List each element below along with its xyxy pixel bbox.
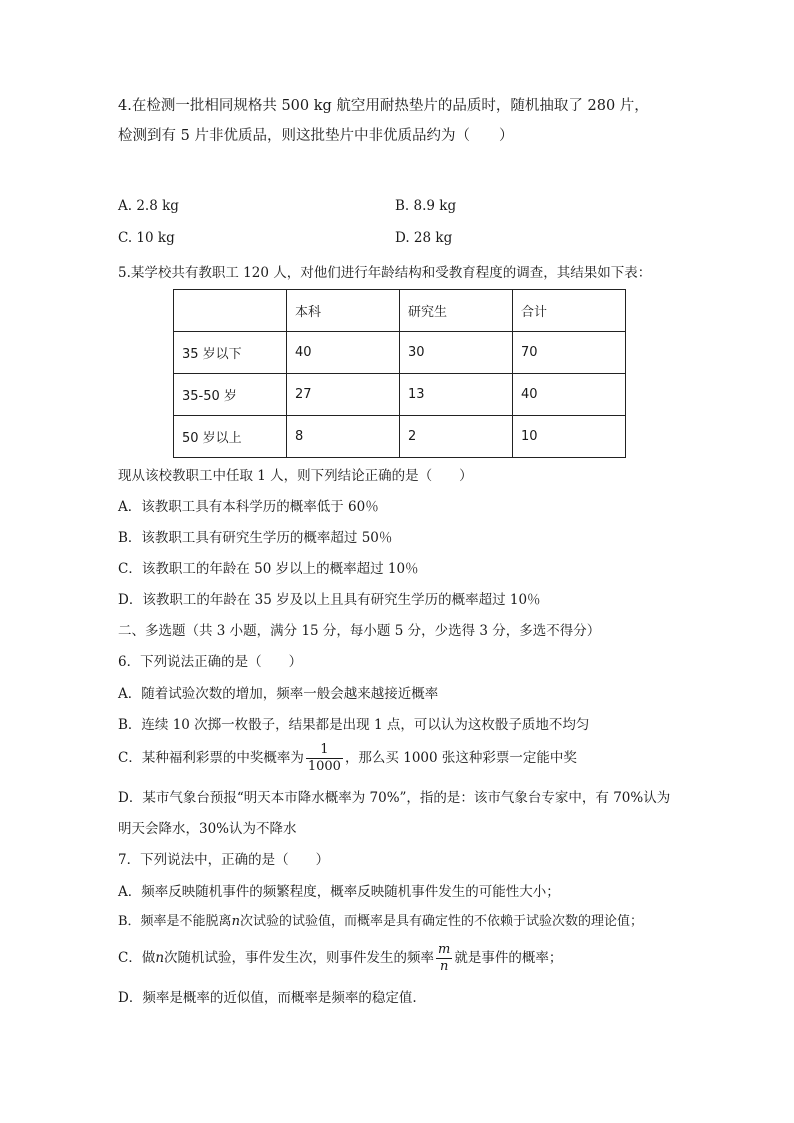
- table-cell: 35-50 岁: [174, 374, 287, 416]
- q6-option-b: B．连续 10 次掷一枚骰子，结果都是出现 1 点，可以认为这枚骰子质地不均匀: [118, 717, 590, 733]
- q7-option-c-text-mid: 次随机试验，事件发生次，则事件发生的频率: [164, 950, 435, 966]
- table-cell: 40: [287, 332, 400, 374]
- table-row: [174, 374, 626, 416]
- q7-option-d: D．频率是概率的近似值，而概率是频率的稳定值.: [118, 990, 417, 1006]
- variable-n: n: [231, 914, 240, 929]
- q6-stem: 6．下列说法正确的是（ ）: [118, 654, 303, 670]
- table-cell: 13: [400, 374, 513, 416]
- table-cell: 70: [513, 332, 626, 374]
- variable-n: n: [155, 950, 165, 966]
- fraction-denominator: n: [436, 958, 452, 975]
- q4-stem-line2: 检测到有 5 片非优质品，则这批垫片中非优质品约为（ ）: [118, 128, 514, 144]
- fraction-numerator: m: [438, 942, 451, 957]
- q7-option-c-text-before: C．做: [118, 950, 156, 966]
- table-header-cell: 合计: [513, 290, 626, 332]
- q4-option-c: C. 10 kg: [118, 230, 175, 246]
- table-row: [174, 332, 626, 374]
- table-header-cell: 本科: [287, 290, 400, 332]
- q4-option-a: A. 2.8 kg: [118, 198, 179, 214]
- table-cell: 8: [287, 416, 400, 458]
- table-cell: 40: [513, 374, 626, 416]
- table-header-cell: [174, 290, 287, 332]
- q6-option-c-text-after: ，那么买 1000 张这种彩票一定能中奖: [344, 750, 577, 766]
- q6-option-c-fraction: [306, 742, 343, 775]
- q4-option-b: B. 8.9 kg: [395, 198, 457, 214]
- table-cell: 35 岁以下: [174, 332, 287, 374]
- q6-option-d-line1: D．某市气象台预报“明天本市降水概率为 70%”，指的是：该市气象台专家中，有 70%认为: [118, 790, 671, 806]
- q7-option-c-fraction: [436, 942, 452, 975]
- q5-option-a: A．该教职工具有本科学历的概率低于 60％: [118, 499, 379, 515]
- q7-option-b-text-before: B．频率是不能脱离: [118, 914, 232, 929]
- table-cell: 10: [513, 416, 626, 458]
- q7-option-c-text-after: 就是事件的概率；: [454, 950, 563, 966]
- q7-option-b-text-after: 次试验的试验值，而概率是具有确定性的不依赖于试验次数的理论值；: [239, 914, 643, 929]
- q4-option-d: D. 28 kg: [395, 230, 453, 246]
- fraction-denominator: 1000: [307, 759, 341, 774]
- q6-option-d-line2: 明天会降水，30%认为不降水: [118, 821, 297, 837]
- table-header-cell: 研究生: [400, 290, 513, 332]
- table-cell: 2: [400, 416, 513, 458]
- table-header-row: [174, 290, 626, 332]
- q6-option-c-text-before: C．某种福利彩票的中奖概率为: [118, 750, 304, 766]
- q6-option-c: [118, 740, 577, 776]
- q4-stem-line1: 4.在检测一批相同规格共 500 kg 航空用耐热垫片的品质时，随机抽取了 280 片，: [118, 98, 649, 114]
- q7-stem: 7．下列说法中，正确的是（ ）: [118, 852, 330, 868]
- q7-option-b: [118, 912, 643, 932]
- table-cell: 30: [400, 332, 513, 374]
- q5-data-table: [173, 289, 626, 458]
- q5-option-c: C．该教职工的年龄在 50 岁以上的概率超过 10％: [118, 561, 419, 577]
- table-cell: 50 岁以上: [174, 416, 287, 458]
- q7-option-c: [118, 940, 562, 976]
- fraction-numerator: 1: [320, 742, 329, 757]
- q7-option-a: A．频率反映随机事件的频繁程度，概率反映随机事件发生的可能性大小；: [118, 884, 560, 900]
- table-row: [174, 416, 626, 458]
- section-heading-multiple-choice: 二、多选题（共 3 小题，满分 15 分，每小题 5 分，少选得 3 分，多选不得分）: [118, 623, 601, 639]
- q6-option-a: A．随着试验次数的增加，频率一般会越来越接近概率: [118, 686, 439, 702]
- q5-option-b: B．该教职工具有研究生学历的概率超过 50％: [118, 530, 393, 546]
- q5-question: 现从该校教职工中任取 1 人，则下列结论正确的是（ ）: [118, 468, 473, 484]
- table-cell: 27: [287, 374, 400, 416]
- q5-stem: 5.某学校共有教职工 120 人，对他们进行年龄结构和受教育程度的调查，其结果如下表：: [118, 265, 652, 281]
- q5-option-d: D．该教职工的年龄在 35 岁及以上且具有研究生学历的概率超过 10％: [118, 592, 541, 608]
